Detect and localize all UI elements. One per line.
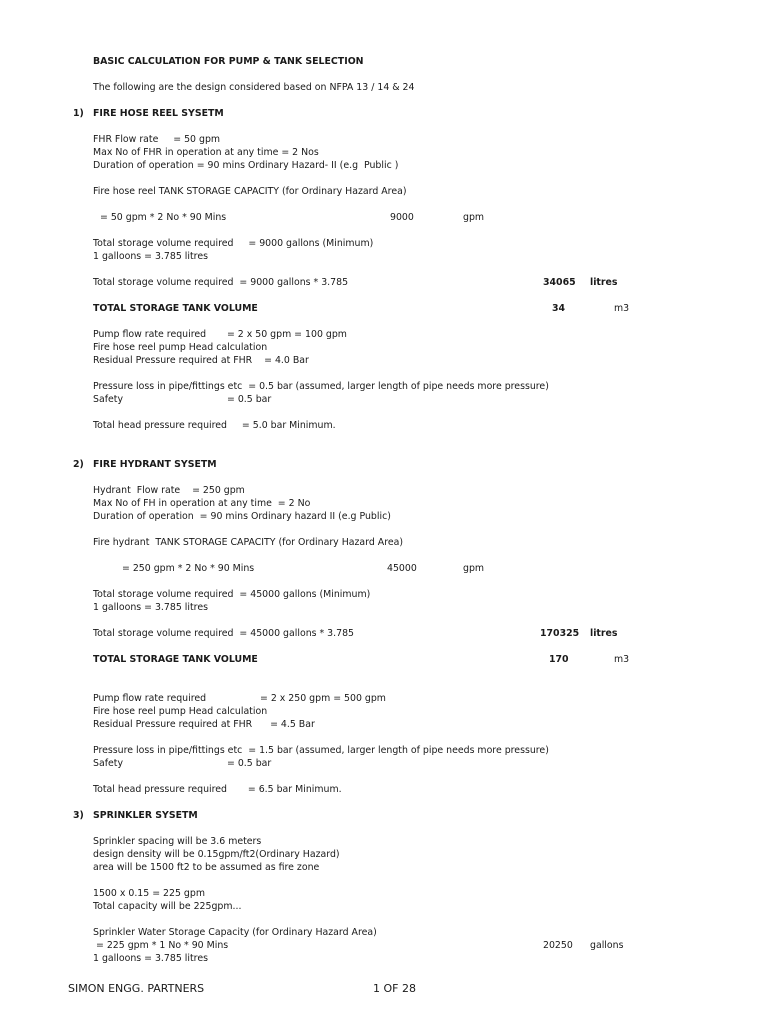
s2-storage-volume-litres: Total storage volume required = 45000 gallons * 3.785 — [93, 628, 355, 639]
s1-duration: Duration of operation = 90 mins Ordinary Hazard- II (e.g Public ) — [93, 160, 399, 171]
s3-flow-calculation: 1500 x 0.15 = 225 gpm — [93, 888, 205, 899]
s3-formula-value: 20250 — [543, 940, 573, 951]
s3-formula-unit: gallons — [590, 940, 624, 951]
section-3-title: SPRINKLER SYSETM — [93, 810, 198, 821]
s2-total-tank-volume-value: 170 — [549, 654, 569, 665]
s2-duration: Duration of operation = 90 mins Ordinary hazard II (e.g Public) — [93, 511, 391, 522]
s2-max-units: Max No of FH in operation at any time = 2 No — [93, 498, 311, 509]
s2-total-tank-volume-unit: m3 — [614, 654, 630, 665]
s1-capacity-heading: Fire hose reel TANK STORAGE CAPACITY (for Ordinary Hazard Area) — [93, 186, 407, 197]
s2-flow-rate: Hydrant Flow rate = 250 gpm — [93, 485, 245, 496]
s1-pressure-loss: Pressure loss in pipe/fittings etc = 0.5 bar (assumed, larger length of pipe needs more pressure) — [93, 381, 549, 392]
s1-residual-pressure: Residual Pressure required at FHR = 4.0 Bar — [93, 355, 309, 366]
s2-pump-flow-rate-value: = 2 x 250 gpm = 500 gpm — [260, 693, 386, 704]
s3-design-density: design density will be 0.15gpm/ft2(Ordinary Hazard) — [93, 849, 340, 860]
s2-total-tank-volume-label: TOTAL STORAGE TANK VOLUME — [93, 654, 258, 665]
section-2-number: 2) — [73, 459, 84, 470]
s2-total-head-pressure: Total head pressure required = 6.5 bar Minimum. — [93, 784, 342, 795]
s2-capacity-heading: Fire hydrant TANK STORAGE CAPACITY (for Ordinary Hazard Area) — [93, 537, 404, 548]
s1-storage-volume-litres: Total storage volume required = 9000 gallons * 3.785 — [93, 277, 349, 288]
section-3-number: 3) — [73, 810, 84, 821]
s2-litres-value: 170325 — [540, 628, 580, 639]
s2-safety-value: = 0.5 bar — [227, 758, 272, 769]
s3-total-capacity: Total capacity will be 225gpm... — [93, 901, 242, 912]
s2-formula-unit: gpm — [463, 563, 485, 574]
s1-total-head-pressure: Total head pressure required = 5.0 bar Minimum. — [93, 420, 336, 431]
s1-conversion: 1 galloons = 3.785 litres — [93, 251, 208, 262]
intro-text: The following are the design considered based on NFPA 13 / 14 & 24 — [93, 82, 415, 93]
s1-formula-value: 9000 — [390, 212, 414, 223]
s1-total-tank-volume-label: TOTAL STORAGE TANK VOLUME — [93, 303, 258, 314]
s1-total-tank-volume-value: 34 — [552, 303, 566, 314]
s1-flow-rate: FHR Flow rate = 50 gpm — [93, 134, 221, 145]
footer-page-number: 1 OF 28 — [373, 982, 416, 995]
s2-pump-flow-rate-label: Pump flow rate required — [93, 693, 207, 704]
s2-conversion: 1 galloons = 3.785 litres — [93, 602, 208, 613]
section-1-title: FIRE HOSE REEL SYSETM — [93, 108, 224, 119]
s1-storage-volume: Total storage volume required = 9000 gallons (Minimum) — [93, 238, 374, 249]
s1-formula-unit: gpm — [463, 212, 485, 223]
s1-litres-unit: litres — [590, 277, 618, 288]
s1-formula: = 50 gpm * 2 No * 90 Mins — [100, 212, 227, 223]
s3-sprinkler-spacing: Sprinkler spacing will be 3.6 meters — [93, 836, 262, 847]
s2-pump-head-heading: Fire hose reel pump Head calculation — [93, 706, 268, 717]
s3-capacity-heading: Sprinkler Water Storage Capacity (for Ordinary Hazard Area) — [93, 927, 377, 938]
s1-litres-value: 34065 — [543, 277, 576, 288]
s3-conversion: 1 galloons = 3.785 litres — [93, 953, 208, 964]
footer-company: SIMON ENGG. PARTNERS — [68, 982, 205, 995]
s1-pump-head-heading: Fire hose reel pump Head calculation — [93, 342, 268, 353]
s2-safety-label: Safety — [93, 758, 123, 769]
section-2-title: FIRE HYDRANT SYSETM — [93, 459, 217, 470]
s1-pump-flow-rate: Pump flow rate required = 2 x 50 gpm = 100 gpm — [93, 329, 347, 340]
s2-formula: = 250 gpm * 2 No * 90 Mins — [122, 563, 255, 574]
s1-safety-label: Safety — [93, 394, 123, 405]
section-1-number: 1) — [73, 108, 84, 119]
s2-pressure-loss: Pressure loss in pipe/fittings etc = 1.5 bar (assumed, larger length of pipe needs more pressure) — [93, 745, 549, 756]
s1-max-units: Max No of FHR in operation at any time = 2 Nos — [93, 147, 319, 158]
s2-litres-unit: litres — [590, 628, 618, 639]
s2-formula-value: 45000 — [387, 563, 417, 574]
s3-fire-zone-area: area will be 1500 ft2 to be assumed as fire zone — [93, 862, 320, 873]
s1-total-tank-volume-unit: m3 — [614, 303, 630, 314]
s3-formula: = 225 gpm * 1 No * 90 Mins — [93, 940, 229, 951]
s2-storage-volume: Total storage volume required = 45000 gallons (Minimum) — [93, 589, 371, 600]
document-heading: BASIC CALCULATION FOR PUMP & TANK SELECTION — [93, 56, 364, 67]
s1-safety-value: = 0.5 bar — [227, 394, 272, 405]
s2-residual-pressure: Residual Pressure required at FHR = 4.5 Bar — [93, 719, 315, 730]
